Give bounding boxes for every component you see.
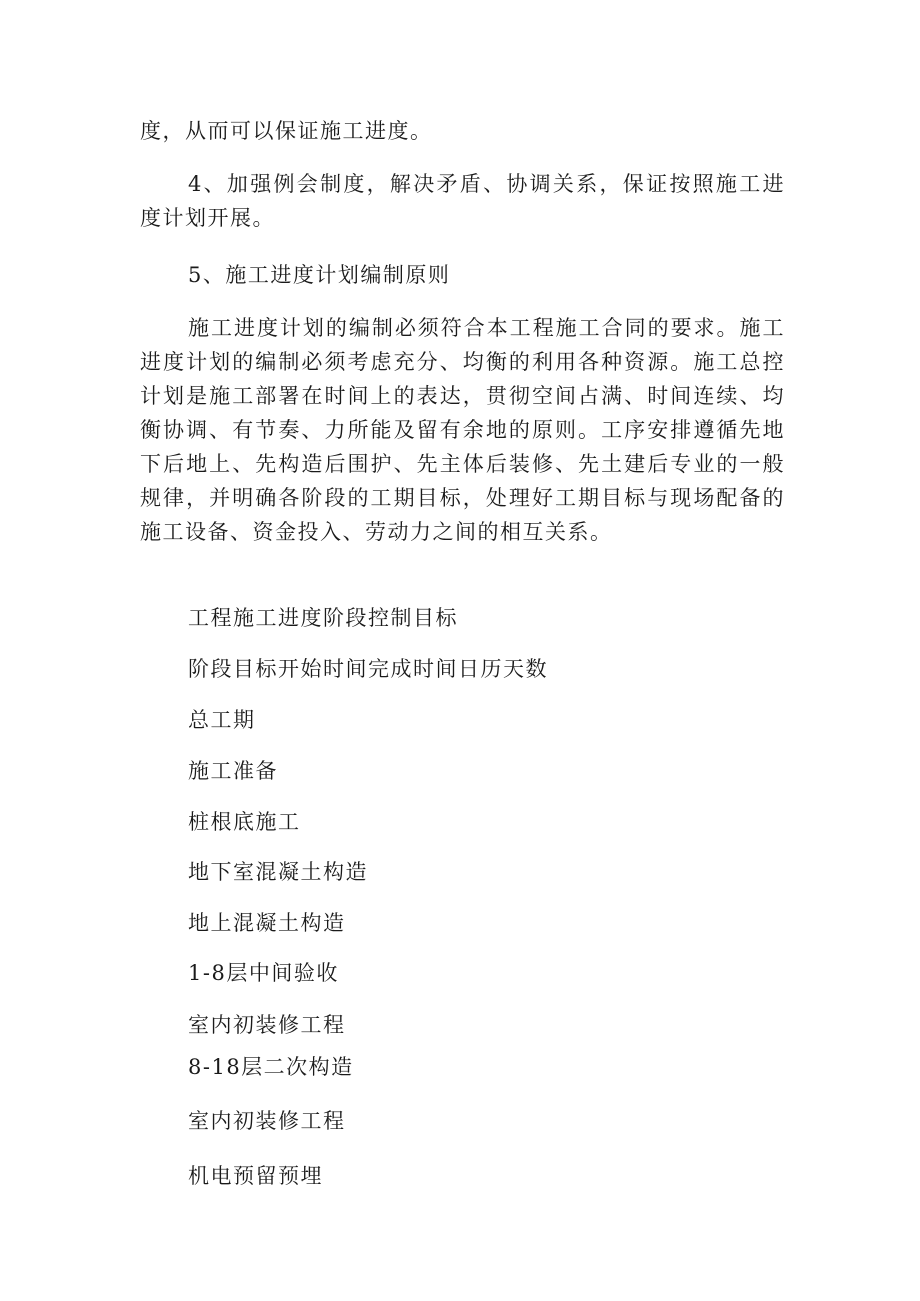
table-row: 地下室混凝土构造 bbox=[188, 860, 368, 884]
table-row: 室内初装修工程 bbox=[188, 1013, 346, 1037]
table-row: 机电预留预埋 bbox=[188, 1164, 323, 1188]
table-row: 总工期 bbox=[188, 708, 256, 732]
table-row: 8-18层二次构造 bbox=[188, 1055, 354, 1079]
table-row: 1-8层中间验收 bbox=[188, 961, 339, 985]
paragraph-item-5-heading: 5、施工进度计划编制原则 bbox=[188, 263, 451, 287]
paragraph-principles: 施工进度计划的编制必须符合本工程施工合同的要求。施工进度计划的编制必须考虑充分、均衡的利用各种资源。施工总控计划是施工部署在时间上的表达，贯彻空间占满、时间连续、均衡协调、有节奏、力所能及留有余地的原则。工序安排遵循先地下后地上、先构造后围护、先主体后装修、先土建后专业的一般规律，并明确各阶段的工期目标，处理好工期目标与现场配备的施工设备、资金投入、劳动力之间的相互关系。 bbox=[140, 316, 785, 544]
paragraph-item-4: 4、加强例会制度，解决矛盾、协调关系，保证按照施工进度计划开展。 bbox=[140, 172, 785, 230]
paragraph-continuation: 度，从而可以保证施工进度。 bbox=[140, 119, 433, 143]
table-row: 地上混凝土构造 bbox=[188, 911, 346, 935]
table-header: 阶段目标开始时间完成时间日历天数 bbox=[188, 657, 548, 681]
table-title: 工程施工进度阶段控制目标 bbox=[188, 606, 458, 630]
table-row: 桩根底施工 bbox=[188, 810, 301, 834]
table-row: 施工准备 bbox=[188, 759, 278, 783]
table-row: 室内初装修工程 bbox=[188, 1109, 346, 1133]
